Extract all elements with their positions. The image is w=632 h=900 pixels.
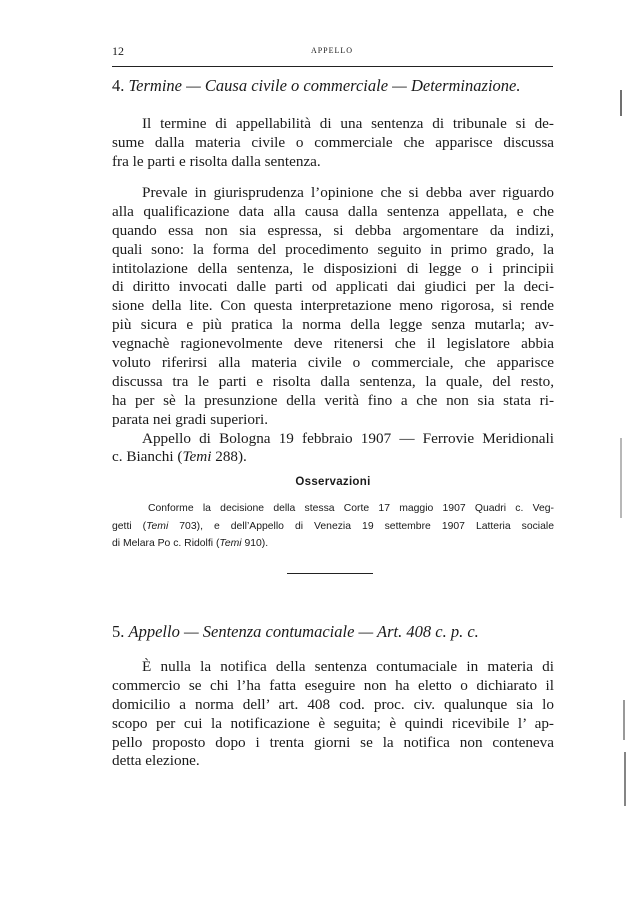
scan-mark — [620, 438, 622, 518]
section-5-number: 5. — [112, 622, 125, 641]
text-line: di diritto invocati dalle parti od applicati dai giudici per la deci- — [112, 278, 554, 296]
text-line: discussa tra le parti e risolta dalla sentenza, la quale, del resto, — [112, 372, 554, 390]
scan-mark — [624, 752, 626, 806]
page-number: 12 — [112, 44, 124, 58]
running-title: APPELLO — [310, 46, 354, 55]
section-5-heading — [112, 622, 557, 642]
citation-line: Appello di Bologna 19 febbraio 1907 — Ferrovie Meridionali — [142, 429, 554, 447]
section-4-summary — [112, 115, 554, 172]
text-line: più sicura e più pratica la norma della legge senza mutarla; av- — [112, 316, 554, 334]
text-line: commercio se chi l’ha fatta eseguire non ha eletto o dichiarato il — [112, 676, 554, 694]
section-5-summary — [112, 658, 554, 771]
text-line: scopo per cui la notificazione è seguita; è quindi ricevibile l’ ap- — [112, 714, 554, 732]
note-text: 703), e dell’Appello di Venezia 19 settembre 1907 Latteria sociale — [168, 520, 554, 532]
observations-body — [112, 500, 554, 553]
section-4-heading — [112, 76, 557, 96]
note-text: getti ( — [112, 520, 147, 532]
section-4-number: 4. — [112, 76, 125, 95]
citation-text: c. Bianchi ( — [112, 448, 183, 466]
text-line: intitolazione della sentenza, le disposizioni di legge o i principii — [112, 259, 554, 277]
scan-mark — [623, 700, 625, 740]
text-line: pello proposto dopo i trenta giorni se la notifica non conteneva — [112, 733, 554, 751]
text-line: sume dalla materia civile o commerciale che apparisce discussa — [112, 133, 554, 151]
text-line: ha per sè la presunzione della verità fino a che non sia stata ri- — [112, 391, 554, 409]
text-line: vegnachè ragionevolmente deve ritenersi che il legislatore abbia — [112, 335, 554, 353]
page-header — [112, 44, 552, 60]
text-line: Il termine di appellabilità di una sentenza di tribunale si de- — [142, 115, 554, 132]
text-line: alla qualificazione data alla causa dalla sentenza appellata, e che — [112, 202, 554, 220]
header-rule — [112, 66, 553, 67]
journal-name: Temi — [219, 538, 242, 549]
section-4-body — [112, 184, 554, 467]
note-line: Conforme la decisione della stessa Corte 17 maggio 1907 Quadri c. Veg- — [148, 503, 554, 514]
text-line: parata nei gradi superiori. — [112, 410, 269, 428]
text-line: fra le parti e risolta dalla sentenza. — [112, 152, 321, 170]
observations-title: Osservazioni — [295, 476, 371, 488]
text-line: sione della lite. Con questa interpretazione meno rigorosa, si rende — [112, 297, 554, 315]
note-line — [112, 518, 554, 536]
text-line: Prevale in giurisprudenza l’opinione che si debba aver riguardo — [142, 184, 554, 201]
text-line: voluto riferirsi alla materia civile o commerciale, che apparisce — [112, 354, 554, 372]
section-5-title: Appello — Sentenza contumaciale — Art. 408 c. p. c. — [128, 622, 479, 641]
text-line: quali sono: la forma del procedimento seguito in primo grado, la — [112, 240, 554, 258]
citation-line — [112, 448, 554, 467]
text-line: domicilio a norma dell’ art. 408 cod. proc. civ. qualunque sia lo — [112, 695, 554, 713]
section-4-title: Termine — Causa civile o commerciale — Determinazione. — [128, 76, 521, 95]
scan-mark — [620, 90, 622, 116]
section-separator — [287, 573, 373, 574]
note-line — [112, 535, 554, 553]
journal-name: Temi — [146, 520, 169, 532]
note-text: 910). — [241, 538, 269, 549]
journal-name: Temi — [182, 448, 212, 466]
text-line: quando essa non sia espressa, si debba argomentare da indizi, — [112, 221, 554, 239]
note-text: di Melara Po c. Ridolfi ( — [112, 538, 220, 549]
text-line: È nulla la notifica della sentenza contumaciale in materia di — [142, 658, 554, 675]
text-line: detta elezione. — [112, 752, 200, 770]
citation-text: 288). — [211, 448, 247, 466]
